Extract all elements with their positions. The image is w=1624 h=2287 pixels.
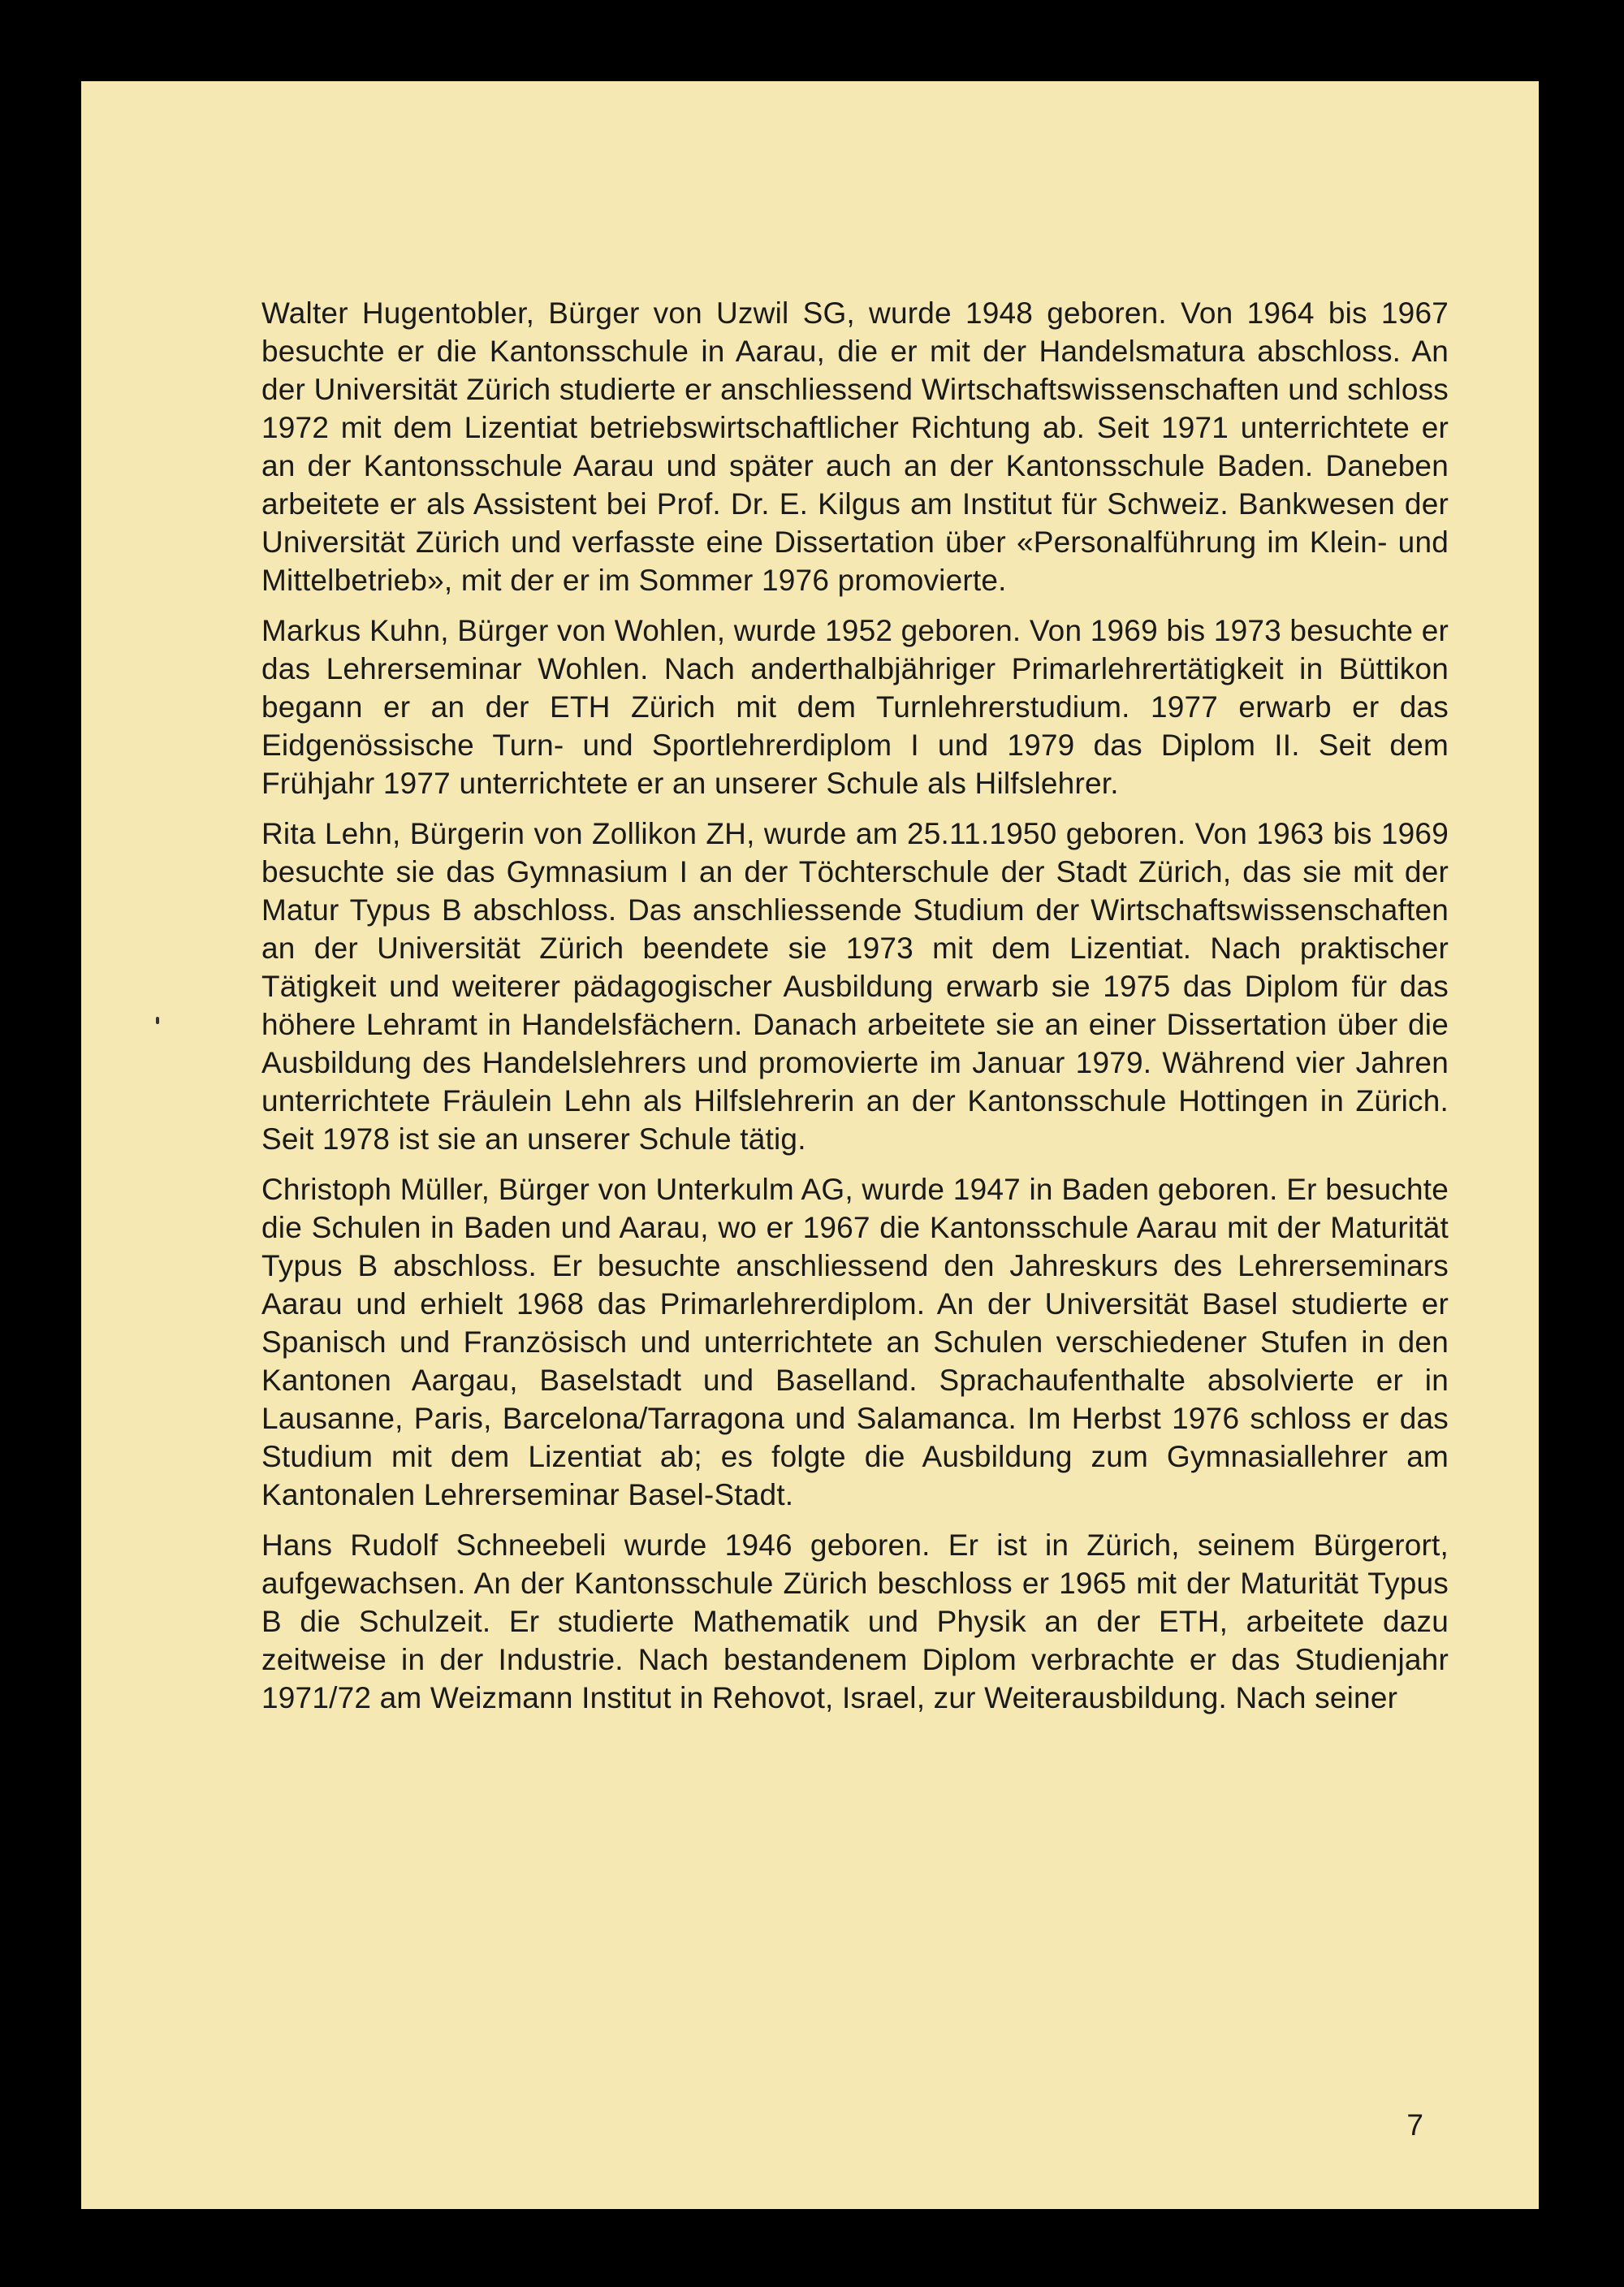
biographies-text-block (261, 294, 1449, 1729)
bio-paragraph-schneebeli: Hans Rudolf Schneebeli wurde 1946 geboren. Er ist in Zürich, seinem Bürgerort, aufgewachsen. An der Kantonsschule Zürich beschloss er 1965 mit der Maturität Typus B die Schulzeit. Er studierte Mathematik und Physik an der ETH, arbeitete dazu zeitweise in der Industrie. Nach bestandenem Diplom verbrachte er das Studienjahr 1971/72 am Weizmann Institut in Rehovot, Israel, zur Weiterausbildung. Nach seiner (261, 1528, 1449, 1714)
scan-speck-mark (156, 1017, 159, 1024)
bio-paragraph-mueller: Christoph Müller, Bürger von Unterkulm AG, wurde 1947 in Baden geboren. Er besuchte die Schulen in Baden und Aarau, wo er 1967 die Kantonsschule Aarau mit der Maturität Typus B abschloss. Er besuchte anschliessend den Jahreskurs des Lehrerseminars Aarau und erhielt 1968 das Primarlehrerdiplom. An der Universität Basel studierte er Spanisch und Französisch und unterrichtete an Schulen verschiedener Stufen in den Kantonen Aargau, Baselstadt und Baselland. Sprachaufenthalte absolvierte er in Lausanne, Paris, Barcelona/Tarragona und Salamanca. Im Herbst 1976 schloss er das Studium mit dem Lizentiat ab; es folgte die Ausbildung zum Gymnasiallehrer am Kantonalen Lehrerseminar Basel-Stadt. (261, 1173, 1449, 1511)
page-number: 7 (1406, 2108, 1423, 2142)
bio-paragraph-hugentobler: Walter Hugentobler, Bürger von Uzwil SG, wurde 1948 geboren. Von 1964 bis 1967 besuchte er die Kantonsschule in Aarau, die er mit der Handelsmatura abschloss. An der Universität Zürich studierte er anschliessend Wirtschaftswissenschaften und schloss 1972 mit dem Lizentiat betriebswirtschaftlicher Richtung ab. Seit 1971 unterrichtete er an der Kantonsschule Aarau und später auch an der Kantonsschule Baden. Daneben arbeitete er als Assistent bei Prof. Dr. E. Kilgus am Institut für Schweiz. Bankwesen der Universität Zürich und verfasste eine Dissertation über «Personalführung im Klein- und Mittelbetrieb», mit der er im Sommer 1976 promovierte. (261, 296, 1449, 597)
document-page (81, 81, 1539, 2209)
bio-paragraph-lehn: Rita Lehn, Bürgerin von Zollikon ZH, wurde am 25.11.1950 geboren. Von 1963 bis 1969 besuchte sie das Gymnasium I an der Töchterschule der Stadt Zürich, das sie mit der Matur Typus B abschloss. Das anschliessende Studium der Wirtschaftswissenschaften an der Universität Zürich beendete sie 1973 mit dem Lizentiat. Nach praktischer Tätigkeit und weiterer pädagogischer Ausbildung erwarb sie 1975 das Diplom für das höhere Lehramt in Handelsfächern. Danach arbeitete sie an einer Dissertation über die Ausbildung des Handelslehrers und promovierte im Januar 1979. Während vier Jahren unterrichtete Fräulein Lehn als Hilfslehrerin an der Kantonsschule Hottingen in Zürich. Seit 1978 ist sie an unserer Schule tätig. (261, 817, 1449, 1156)
bio-paragraph-kuhn: Markus Kuhn, Bürger von Wohlen, wurde 1952 geboren. Von 1969 bis 1973 besuchte er das Lehrerseminar Wohlen. Nach anderthalbjähriger Primarlehrertätigkeit in Büttikon begann er an der ETH Zürich mit dem Turnlehrerstudium. 1977 erwarb er das Eidgenössische Turn- und Sportlehrerdiplom I und 1979 das Diplom II. Seit dem Frühjahr 1977 unterrichtete er an unserer Schule als Hilfslehrer. (261, 614, 1449, 800)
